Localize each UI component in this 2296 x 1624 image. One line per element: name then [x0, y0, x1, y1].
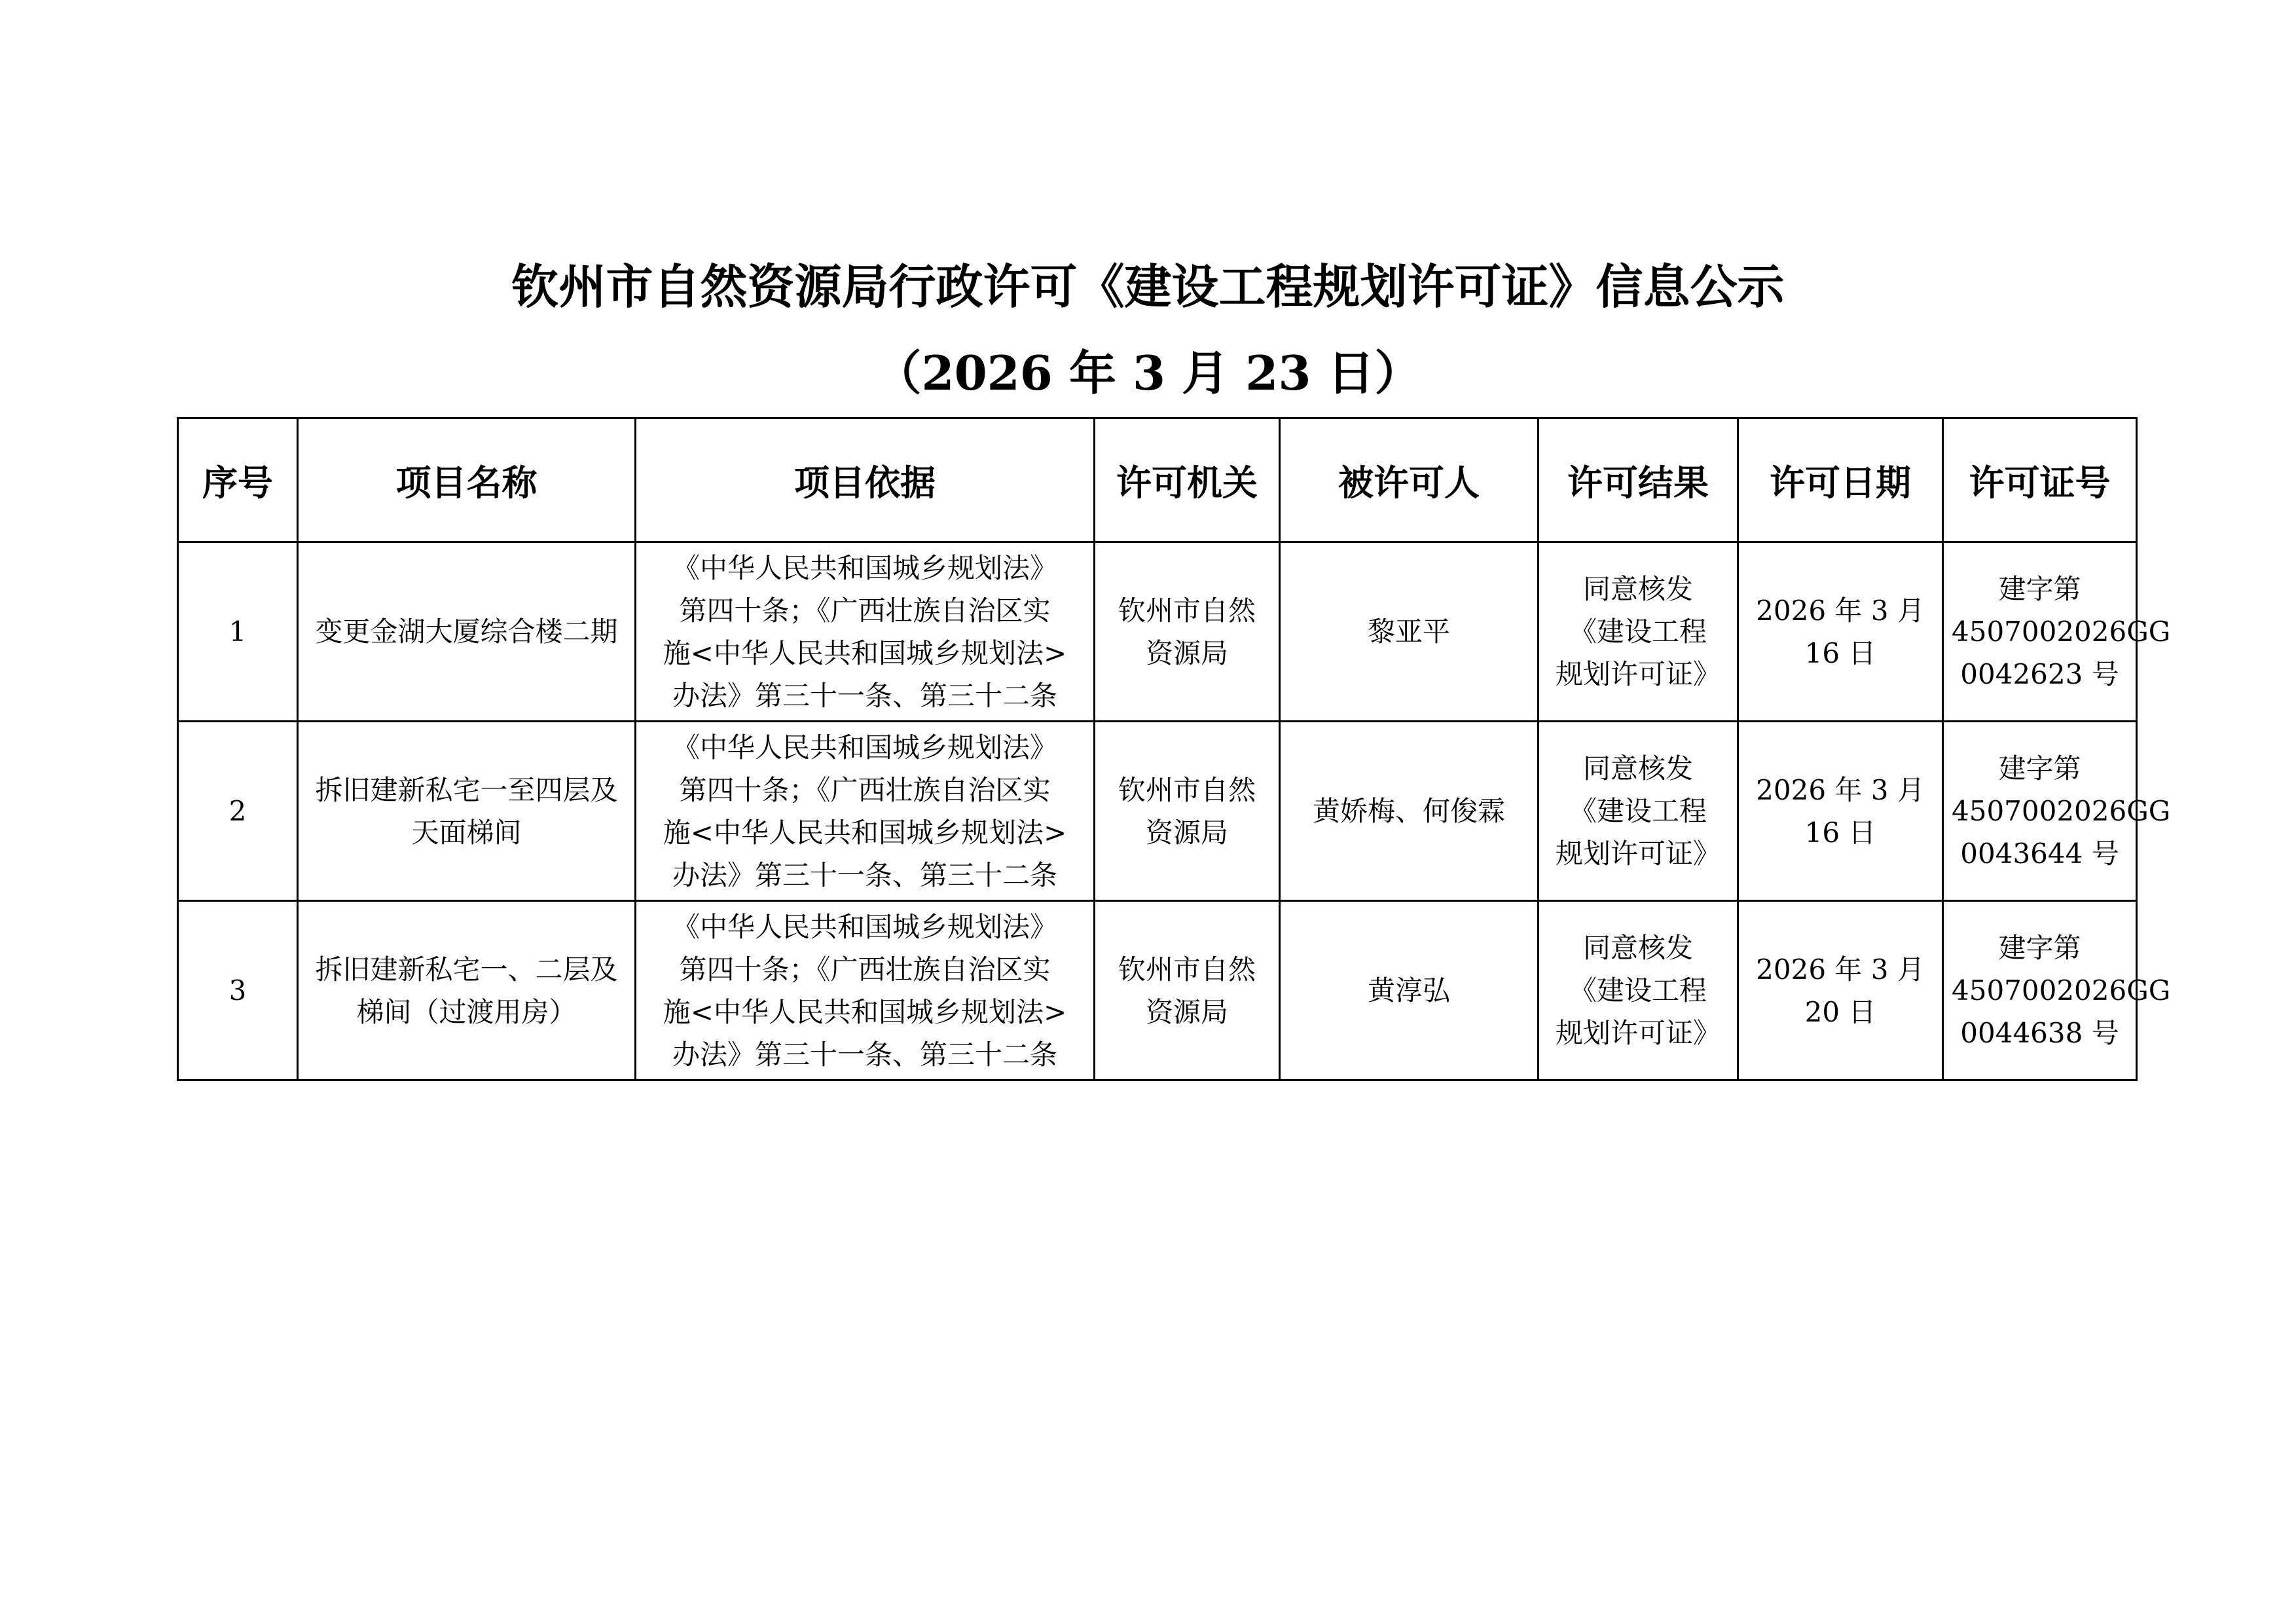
cell-project: 拆旧建新私宅一至四层及天面梯间 — [298, 722, 636, 901]
table-header-row — [178, 418, 2137, 542]
cell-no: 2 — [178, 722, 298, 901]
cell-licensee: 黄娇梅、何俊霖 — [1280, 722, 1539, 901]
cell-result: 同意核发 《建设工程 规划许可证》 — [1539, 901, 1738, 1080]
cell-permit-no: 建字第 4507002026GG 0043644 号 — [1943, 722, 2137, 901]
cell-authority: 钦州市自然 资源局 — [1095, 722, 1280, 901]
cell-project: 拆旧建新私宅一、二层及梯间（过渡用房） — [298, 901, 636, 1080]
cell-project: 变更金湖大厦综合楼二期 — [298, 542, 636, 722]
header-licensee: 被许可人 — [1280, 418, 1539, 542]
cell-basis: 《中华人民共和国城乡规划法》 第四十条；《广西壮族自治区实 施<中华人民共和国城乡规划法> 办法》第三十一条、第三十二条 — [636, 542, 1095, 722]
header-no: 序号 — [178, 418, 298, 542]
cell-licensee: 黄淳弘 — [1280, 901, 1539, 1080]
cell-basis: 《中华人民共和国城乡规划法》 第四十条；《广西壮族自治区实 施<中华人民共和国城乡规划法> 办法》第三十一条、第三十二条 — [636, 901, 1095, 1080]
table-row — [178, 901, 2137, 1080]
cell-authority: 钦州市自然 资源局 — [1095, 901, 1280, 1080]
cell-basis: 《中华人民共和国城乡规划法》 第四十条；《广西壮族自治区实 施<中华人民共和国城乡规划法> 办法》第三十一条、第三十二条 — [636, 722, 1095, 901]
permit-table — [177, 417, 2171, 1081]
header-project: 项目名称 — [298, 418, 636, 542]
cell-date: 2026 年 3 月 16 日 — [1738, 542, 1943, 722]
table-row — [178, 542, 2137, 722]
header-permit-no: 许可证号 — [1943, 418, 2137, 542]
header-basis: 项目依据 — [636, 418, 1095, 542]
cell-authority: 钦州市自然 资源局 — [1095, 542, 1280, 722]
cell-date: 2026 年 3 月 20 日 — [1738, 901, 1943, 1080]
cell-date: 2026 年 3 月 16 日 — [1738, 722, 1943, 901]
header-date: 许可日期 — [1738, 418, 1943, 542]
table-row — [178, 722, 2137, 901]
document-title: 钦州市自然资源局行政许可《建设工程规划许可证》信息公示 — [511, 259, 1785, 314]
cell-permit-no: 建字第 4507002026GG 0042623 号 — [1943, 542, 2137, 722]
cell-no: 1 — [178, 542, 298, 722]
header-result: 许可结果 — [1539, 418, 1738, 542]
cell-licensee: 黎亚平 — [1280, 542, 1539, 722]
document-date: （2026 年 3 月 23 日） — [874, 345, 1422, 401]
cell-result: 同意核发 《建设工程 规划许可证》 — [1539, 542, 1738, 722]
cell-permit-no: 建字第 4507002026GG 0044638 号 — [1943, 901, 2137, 1080]
cell-result: 同意核发 《建设工程 规划许可证》 — [1539, 722, 1738, 901]
cell-no: 3 — [178, 901, 298, 1080]
header-authority: 许可机关 — [1095, 418, 1280, 542]
